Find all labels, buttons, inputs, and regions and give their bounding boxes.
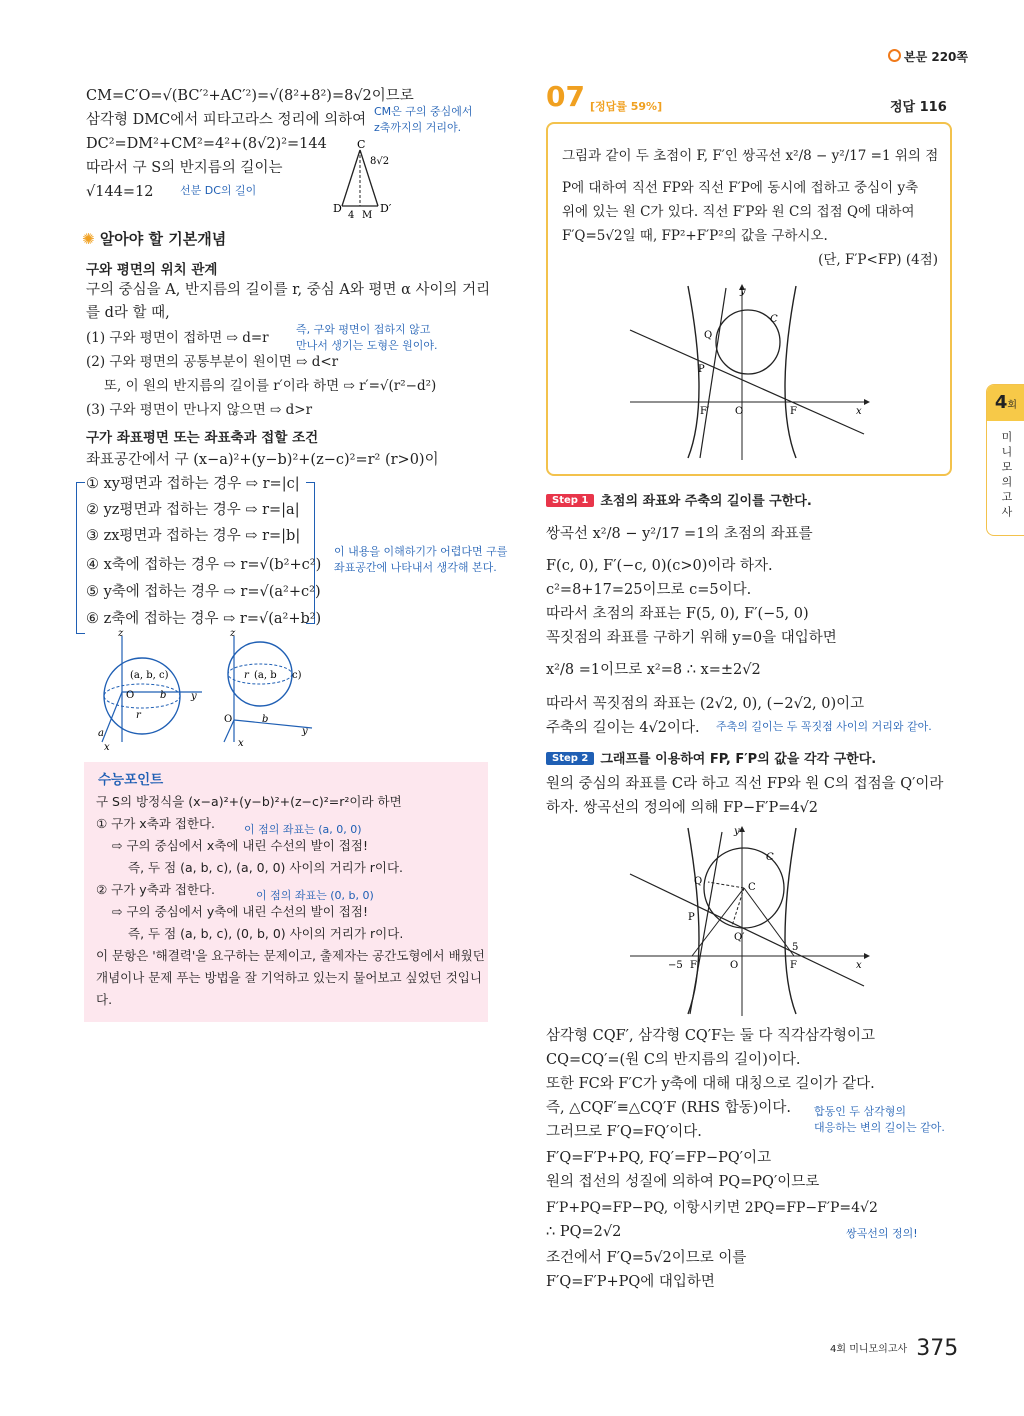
concept-title: ✺ 알아야 할 기본개념 <box>82 230 227 248</box>
point-title: 수능포인트 <box>98 772 164 788</box>
g2-Q: Q <box>694 876 703 887</box>
concept-c3: (3) 구와 평면이 만나지 않으면 ⇨ d>r <box>86 402 313 418</box>
page-number: 375 <box>916 1336 959 1361</box>
origin2: O <box>224 714 233 725</box>
note-cm-2: z축까지의 거리야. <box>374 121 462 134</box>
item-3: ③ zx평면과 접하는 경우 ⇨ r=|b| <box>86 528 301 544</box>
g2-O: O <box>730 960 739 971</box>
axis-y2: y <box>302 726 308 737</box>
problem-number: 07 <box>546 80 585 113</box>
items-bracket <box>76 482 85 634</box>
s2b-line-10: 조건에서 F′Q=5√2이므로 이를 <box>546 1250 747 1266</box>
s2a-line-2: 하자. 쌍곡선의 정의에 의해 FP−F′P=4√2 <box>546 800 819 816</box>
lab-b2: b <box>262 714 269 725</box>
problem-line-2: P에 대하여 직선 FP와 직선 F′P에 동시에 접하고 중심이 y축 <box>562 180 919 196</box>
lab-r2: r <box>244 670 249 681</box>
s1-line-7: 따라서 꼭짓점의 좌표는 (2√2, 0), (−2√2, 0)이고 <box>546 696 865 712</box>
g1-Fp: F′ <box>700 406 710 417</box>
footer-label: 4회 미니모의고사 <box>830 1344 908 1355</box>
item-6: ⑥ z축에 접하는 경우 ⇨ r=√(a²+b²) <box>86 611 322 627</box>
left-line-3: DC²=DM²+CM²=4²+(8√2)²=144 <box>86 136 327 152</box>
g1-P: P <box>698 364 705 375</box>
problem-line-3: 위에 있는 원 C가 있다. 직선 F′P와 원 C의 접점 Q에 대하여 <box>562 204 915 220</box>
s2b-line-3: 또한 FC와 F′C가 y축에 대해 대칭으로 길이가 같다. <box>546 1076 875 1092</box>
page-ref: 본문 220쪽 <box>888 48 968 65</box>
item-2: ② yz평면과 접하는 경우 ⇨ r=|a| <box>86 502 300 518</box>
point-line-2: ① 구가 x축과 접한다. <box>96 816 216 831</box>
item-5: ⑤ y축에 접하는 경우 ⇨ r=√(a²+c²) <box>86 584 321 600</box>
g2-P: P <box>688 912 695 923</box>
step2-tag: Step 2 <box>546 752 594 765</box>
g2-m5: −5 <box>668 960 683 971</box>
lab-c2: c) <box>292 670 302 681</box>
items-bracket-right <box>306 482 315 624</box>
sphere-figure-2 <box>220 630 330 752</box>
s2b-line-11: F′Q=F′P+PQ에 대입하면 <box>546 1274 715 1290</box>
s2b-note-3: 쌍곡선의 정의! <box>846 1227 918 1240</box>
g2-F: F <box>790 960 797 971</box>
circle-bullet-icon <box>888 49 901 62</box>
concept-sub2: 구가 좌표평면 또는 좌표축과 접할 조건 <box>86 430 319 446</box>
label-M: M <box>362 210 373 221</box>
concept-note-2: 만나서 생기는 도형은 원이야. <box>296 339 438 352</box>
s1-line-3: c²=8+17=25이므로 c=5이다. <box>546 582 752 598</box>
graph-2 <box>630 826 870 1016</box>
problem-line-5: (단, F′P<FP) (4점) <box>818 252 938 268</box>
point-line-10: 다. <box>96 992 113 1007</box>
items-note-2: 좌표공간에 나타내서 생각해 본다. <box>334 561 497 574</box>
step1-header: Step 1 초점의 좌표와 주축의 길이를 구한다. <box>546 490 812 509</box>
note-cm-1: CM은 구의 중심에서 <box>374 105 473 118</box>
triangle-figure <box>330 140 410 230</box>
lab-a: a <box>98 728 104 739</box>
point-note-2: 이 점의 좌표는 (0, b, 0) <box>256 889 374 902</box>
lab-b: b <box>160 690 167 701</box>
s2b-note-2: 대응하는 변의 길이는 같아. <box>814 1121 945 1134</box>
g2-Cc: C <box>748 882 756 893</box>
left-line-4: 따라서 구 S의 반지름의 길이는 <box>86 160 283 176</box>
concept-p1: 구의 중심을 A, 반지름의 길이를 r, 중심 A와 평면 α 사이의 거리 <box>86 282 491 298</box>
point-line-1: 구 S의 방정식을 (x−a)²+(y−b)²+(z−c)²=r²이라 하면 <box>96 794 402 809</box>
center-pt2: (a, b <box>254 670 277 681</box>
g1-F: F <box>790 406 797 417</box>
left-line-1: CM=C′O=√(BC′²+AC′²)=√(8²+8²)=8√2이므로 <box>86 88 414 104</box>
point-line-3: ⇨ 구의 중심에서 x축에 내린 수선의 발이 접점! <box>112 838 368 853</box>
point-line-4: 즉, 두 점 (a, b, c), (a, 0, 0) 사이의 거리가 r이다. <box>128 860 404 875</box>
point-box <box>84 762 488 1022</box>
label-D: D <box>333 202 342 215</box>
point-line-9: 개념이나 문제 푸는 방법을 잘 기억하고 있는지 물어보고 싶었던 것입니 <box>96 970 482 985</box>
concept-sub1: 구와 평면의 위치 관계 <box>86 262 218 278</box>
correct-rate: [정답률 59%] <box>590 100 663 113</box>
step1-tag: Step 1 <box>546 494 594 507</box>
lightbulb-icon: ✺ <box>82 230 95 248</box>
axis-z2: z <box>230 628 236 639</box>
s1-line-1: 쌍곡선 x²/8 − y²/17 =1의 초점의 좌표를 <box>546 526 813 542</box>
s2b-line-7: 원의 접선의 성질에 의하여 PQ=PQ′이므로 <box>546 1174 820 1190</box>
axis-z: z <box>118 628 124 639</box>
s1-line-8: 주축의 길이는 4√2이다. <box>546 720 700 736</box>
s2b-line-9: ∴ PQ=2√2 <box>546 1224 622 1240</box>
concept-eq: 좌표공간에서 구 (x−a)²+(y−b)²+(z−c)²=r² (r>0)이 <box>86 452 439 468</box>
s2b-line-8: F′P+PQ=FP−PQ, 이항시키면 2PQ=FP−F′P=4√2 <box>546 1200 878 1216</box>
s1-line-4: 따라서 초점의 좌표는 F(5, 0), F′(−5, 0) <box>546 606 809 622</box>
concept-note-1: 즉, 구와 평면이 접하지 않고 <box>296 323 431 336</box>
point-line-6: ⇨ 구의 중심에서 y축에 내린 수선의 발이 접점! <box>112 904 368 919</box>
concept-c1: (1) 구와 평면이 접하면 ⇨ d=r <box>86 330 269 346</box>
graph-1 <box>630 284 870 460</box>
label-Dp: D′ <box>380 202 392 215</box>
s2b-line-2: CQ=CQ′=(원 C의 반지름의 길이)이다. <box>546 1052 801 1068</box>
item-4: ④ x축에 접하는 경우 ⇨ r=√(b²+c²) <box>86 557 322 573</box>
point-line-8: 이 문항은 '해결력'을 요구하는 문제이고, 출제자는 공간도형에서 배웠던 <box>96 948 485 963</box>
axis-x: x <box>104 742 110 753</box>
g2-Fp: F′ <box>690 960 700 971</box>
g2-p5: 5 <box>792 942 799 953</box>
s2b-note-1: 합동인 두 삼각형의 <box>814 1105 907 1118</box>
item-1: ① xy평면과 접하는 경우 ⇨ r=|c| <box>86 476 300 492</box>
g1-Q: Q <box>704 330 713 341</box>
axis-y: y <box>191 691 197 702</box>
sphere-figure-1 <box>90 630 210 752</box>
label-len: 8√2 <box>370 156 390 167</box>
g2-x: x <box>856 960 862 971</box>
g1-O: O <box>735 406 744 417</box>
label-half: 4 <box>348 210 355 221</box>
concept-c2b: 또, 이 원의 반지름의 길이를 r′이라 하면 ⇨ r′=√(r²−d²) <box>104 378 437 394</box>
s1-line-6: x²/8 =1이므로 x²=8 ∴ x=±2√2 <box>546 662 761 678</box>
center-pt: (a, b, c) <box>130 670 169 681</box>
tab-suffix: 회 <box>1007 400 1018 411</box>
concept-p2: 를 d라 할 때, <box>86 305 170 321</box>
g2-C: C <box>766 852 774 863</box>
side-tab <box>986 384 1024 536</box>
s1-note: 주축의 길이는 두 꼭짓점 사이의 거리와 같아. <box>716 720 932 733</box>
problem-line-1: 그림과 같이 두 초점이 F, F′인 쌍곡선 x²/8 − y²/17 =1 위의 점 <box>562 148 939 164</box>
left-line-5: √144=12 <box>86 184 154 200</box>
point-note-1: 이 점의 좌표는 (a, 0, 0) <box>244 823 362 836</box>
s2b-line-1: 삼각형 CQF′, 삼각형 CQ′F는 둘 다 직각삼각형이고 <box>546 1028 876 1044</box>
tab-label: 미니모의고사 <box>1000 431 1013 521</box>
items-note-1: 이 내용을 이해하기가 어렵다면 구를 <box>334 545 508 558</box>
g1-y: y <box>740 286 746 297</box>
axis-x2: x <box>238 738 244 749</box>
point-line-5: ② 구가 y축과 접한다. <box>96 882 216 897</box>
s1-line-5: 꼭짓점의 좌표를 구하기 위해 y=0을 대입하면 <box>546 630 837 646</box>
g2-Qp: Q′ <box>734 932 745 943</box>
lab-r: r <box>136 710 141 721</box>
concept-c2: (2) 구와 평면의 공통부분이 원이면 ⇨ d<r <box>86 354 339 370</box>
answer: 정답 116 <box>890 100 947 115</box>
g1-x: x <box>856 406 862 417</box>
s1-line-2: F(c, 0), F′(−c, 0)(c>0)이라 하자. <box>546 558 773 574</box>
footer <box>830 1336 958 1361</box>
tab-number: 4 <box>994 392 1008 413</box>
label-C: C <box>357 138 366 151</box>
g1-C: C <box>770 314 778 325</box>
s2b-line-4: 즉, △CQF′≡△CQ′F (RHS 합동)이다. <box>546 1100 792 1116</box>
g2-y: y <box>734 826 740 837</box>
step2-header: Step 2 그래프를 이용하여 FP, F′P의 값을 각각 구한다. <box>546 748 876 767</box>
s2b-line-5: 그러므로 F′Q=FQ′이다. <box>546 1124 702 1140</box>
origin: O <box>126 690 135 701</box>
s2a-line-1: 원의 중심의 좌표를 C라 하고 직선 FP와 원 C의 접점을 Q′이라 <box>546 776 944 792</box>
note-dc: 선분 DC의 길이 <box>180 184 257 197</box>
point-line-7: 즉, 두 점 (a, b, c), (0, b, 0) 사이의 거리가 r이다. <box>128 926 404 941</box>
left-line-2: 삼각형 DMC에서 피타고라스 정리에 의하여 <box>86 112 367 128</box>
s2b-line-6: F′Q=F′P+PQ, FQ′=FP−PQ′이고 <box>546 1150 772 1166</box>
problem-line-4: F′Q=5√2일 때, FP²+F′P²의 값을 구하시오. <box>562 228 828 244</box>
